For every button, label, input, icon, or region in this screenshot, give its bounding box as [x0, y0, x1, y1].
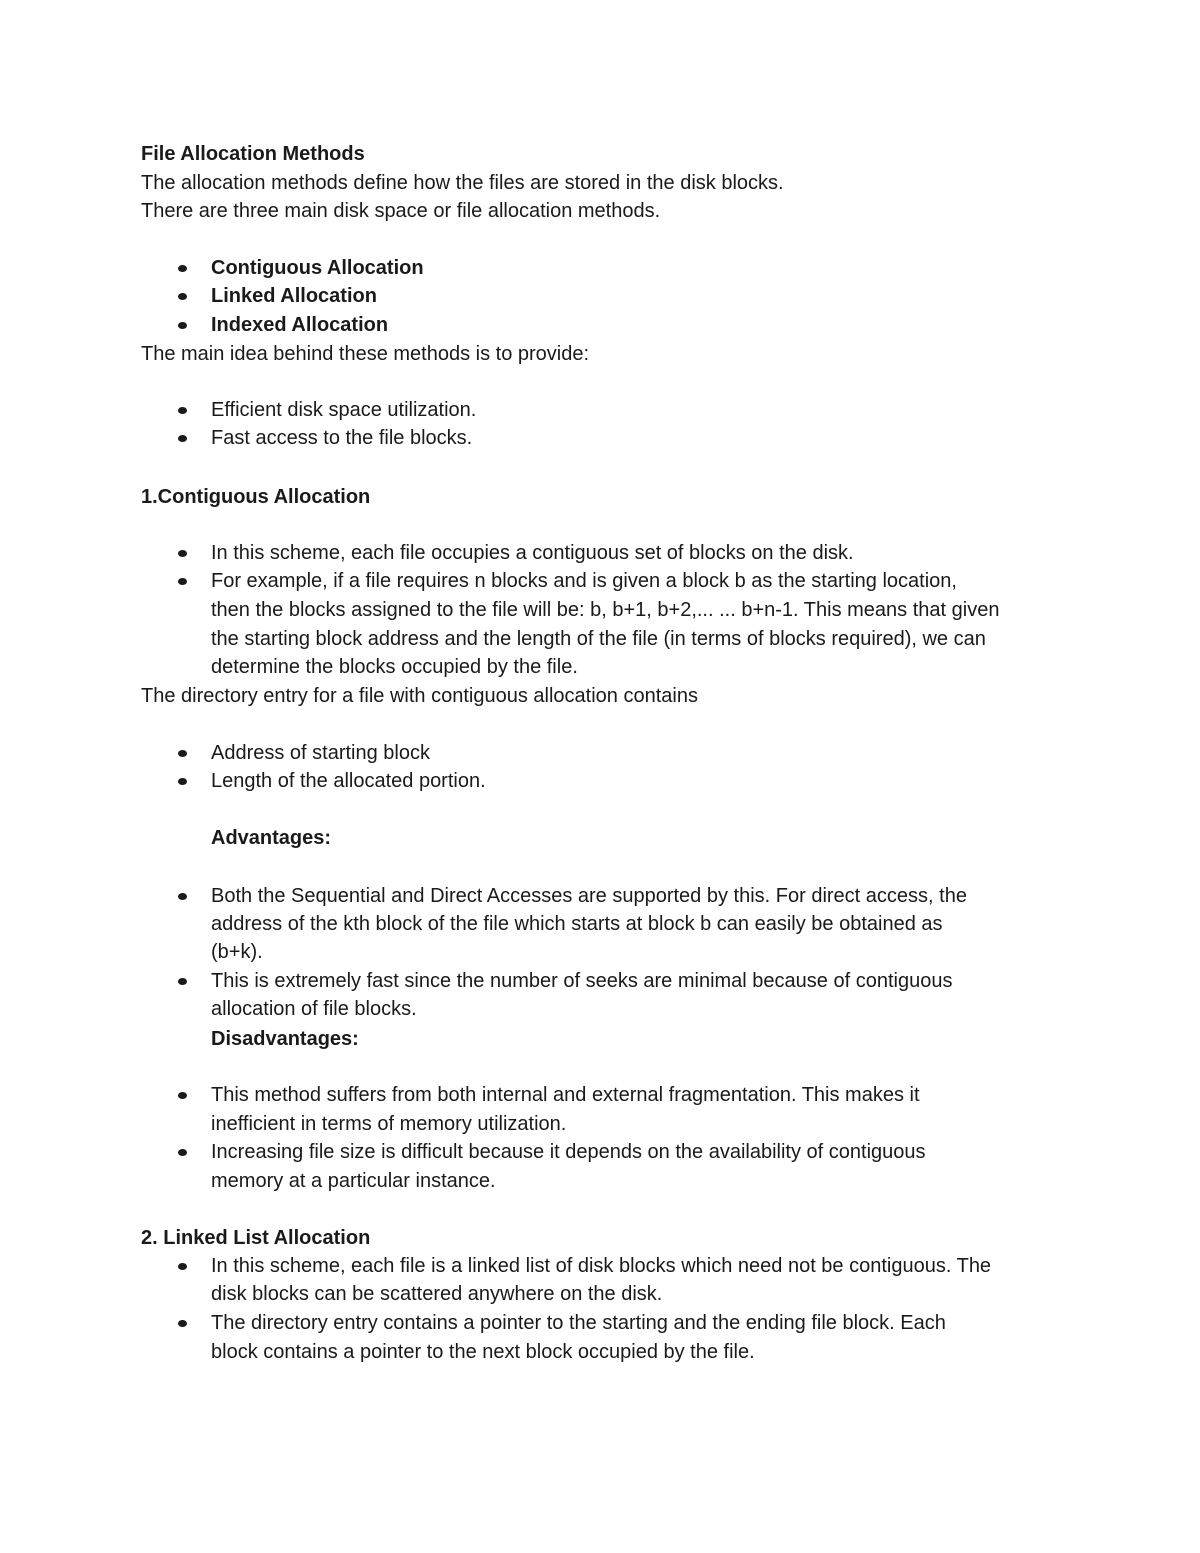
- disadvantages-label: Disadvantages:: [211, 1028, 359, 1050]
- bullet-icon: [178, 435, 187, 442]
- document-title: File Allocation Methods: [141, 143, 365, 165]
- contiguous-point: then the blocks assigned to the file will be: b, b+1, b+2,... ... b+n-1. This means that given: [211, 599, 1000, 621]
- bullet-icon: [178, 407, 187, 414]
- bullet-icon: [178, 778, 187, 785]
- contiguous-point: the starting block address and the length of the file (in terms of blocks required), we can: [211, 628, 986, 650]
- idea-intro: The main idea behind these methods is to provide:: [141, 343, 590, 365]
- bullet-icon: [178, 1149, 187, 1156]
- method-item: Contiguous Allocation: [211, 257, 424, 279]
- bullet-icon: [178, 1092, 187, 1099]
- intro-line: There are three main disk space or file allocation methods.: [141, 200, 661, 222]
- bullet-icon: [178, 322, 187, 329]
- contiguous-point: In this scheme, each file occupies a contiguous set of blocks on the disk.: [211, 542, 854, 564]
- method-item: Indexed Allocation: [211, 314, 389, 336]
- linked-point: The directory entry contains a pointer to the starting and the ending file block. Each: [211, 1312, 946, 1334]
- directory-intro: The directory entry for a file with contiguous allocation contains: [141, 685, 698, 707]
- method-item: Linked Allocation: [211, 285, 377, 307]
- directory-item: Length of the allocated portion.: [211, 770, 486, 792]
- bullet-icon: [178, 578, 187, 585]
- bullet-icon: [178, 265, 187, 272]
- idea-item: Efficient disk space utilization.: [211, 399, 477, 421]
- bullet-icon: [178, 893, 187, 900]
- contiguous-point: determine the blocks occupied by the file.: [211, 656, 578, 678]
- linked-point: block contains a pointer to the next block occupied by the file.: [211, 1341, 755, 1363]
- bullet-icon: [178, 750, 187, 757]
- bullet-icon: [178, 1320, 187, 1327]
- advantage-item: This is extremely fast since the number of seeks are minimal because of contiguous: [211, 970, 953, 992]
- idea-item: Fast access to the file blocks.: [211, 427, 473, 449]
- advantage-item: address of the kth block of the file which starts at block b can easily be obtained as: [211, 913, 943, 935]
- advantages-label: Advantages:: [211, 827, 332, 849]
- contiguous-point: For example, if a file requires n blocks and is given a block b as the starting location,: [211, 570, 957, 592]
- disadvantage-item: memory at a particular instance.: [211, 1170, 496, 1192]
- linked-point: disk blocks can be scattered anywhere on the disk.: [211, 1283, 663, 1305]
- intro-line: The allocation methods define how the files are stored in the disk blocks.: [141, 172, 784, 194]
- bullet-icon: [178, 1263, 187, 1270]
- section-heading: 1.Contiguous Allocation: [141, 486, 371, 508]
- advantage-item: Both the Sequential and Direct Accesses are supported by this. For direct access, the: [211, 885, 967, 907]
- disadvantage-item: This method suffers from both internal and external fragmentation. This makes it: [211, 1084, 920, 1106]
- directory-item: Address of starting block: [211, 742, 430, 764]
- bullet-icon: [178, 550, 187, 557]
- linked-point: In this scheme, each file is a linked list of disk blocks which need not be contiguous. The: [211, 1255, 992, 1277]
- advantage-item: allocation of file blocks.: [211, 998, 417, 1020]
- disadvantage-item: inefficient in terms of memory utilization.: [211, 1113, 567, 1135]
- section-heading: 2. Linked List Allocation: [141, 1227, 371, 1249]
- advantage-item: (b+k).: [211, 941, 263, 963]
- bullet-icon: [178, 293, 187, 300]
- bullet-icon: [178, 978, 187, 985]
- disadvantage-item: Increasing file size is difficult because it depends on the availability of contiguous: [211, 1141, 926, 1163]
